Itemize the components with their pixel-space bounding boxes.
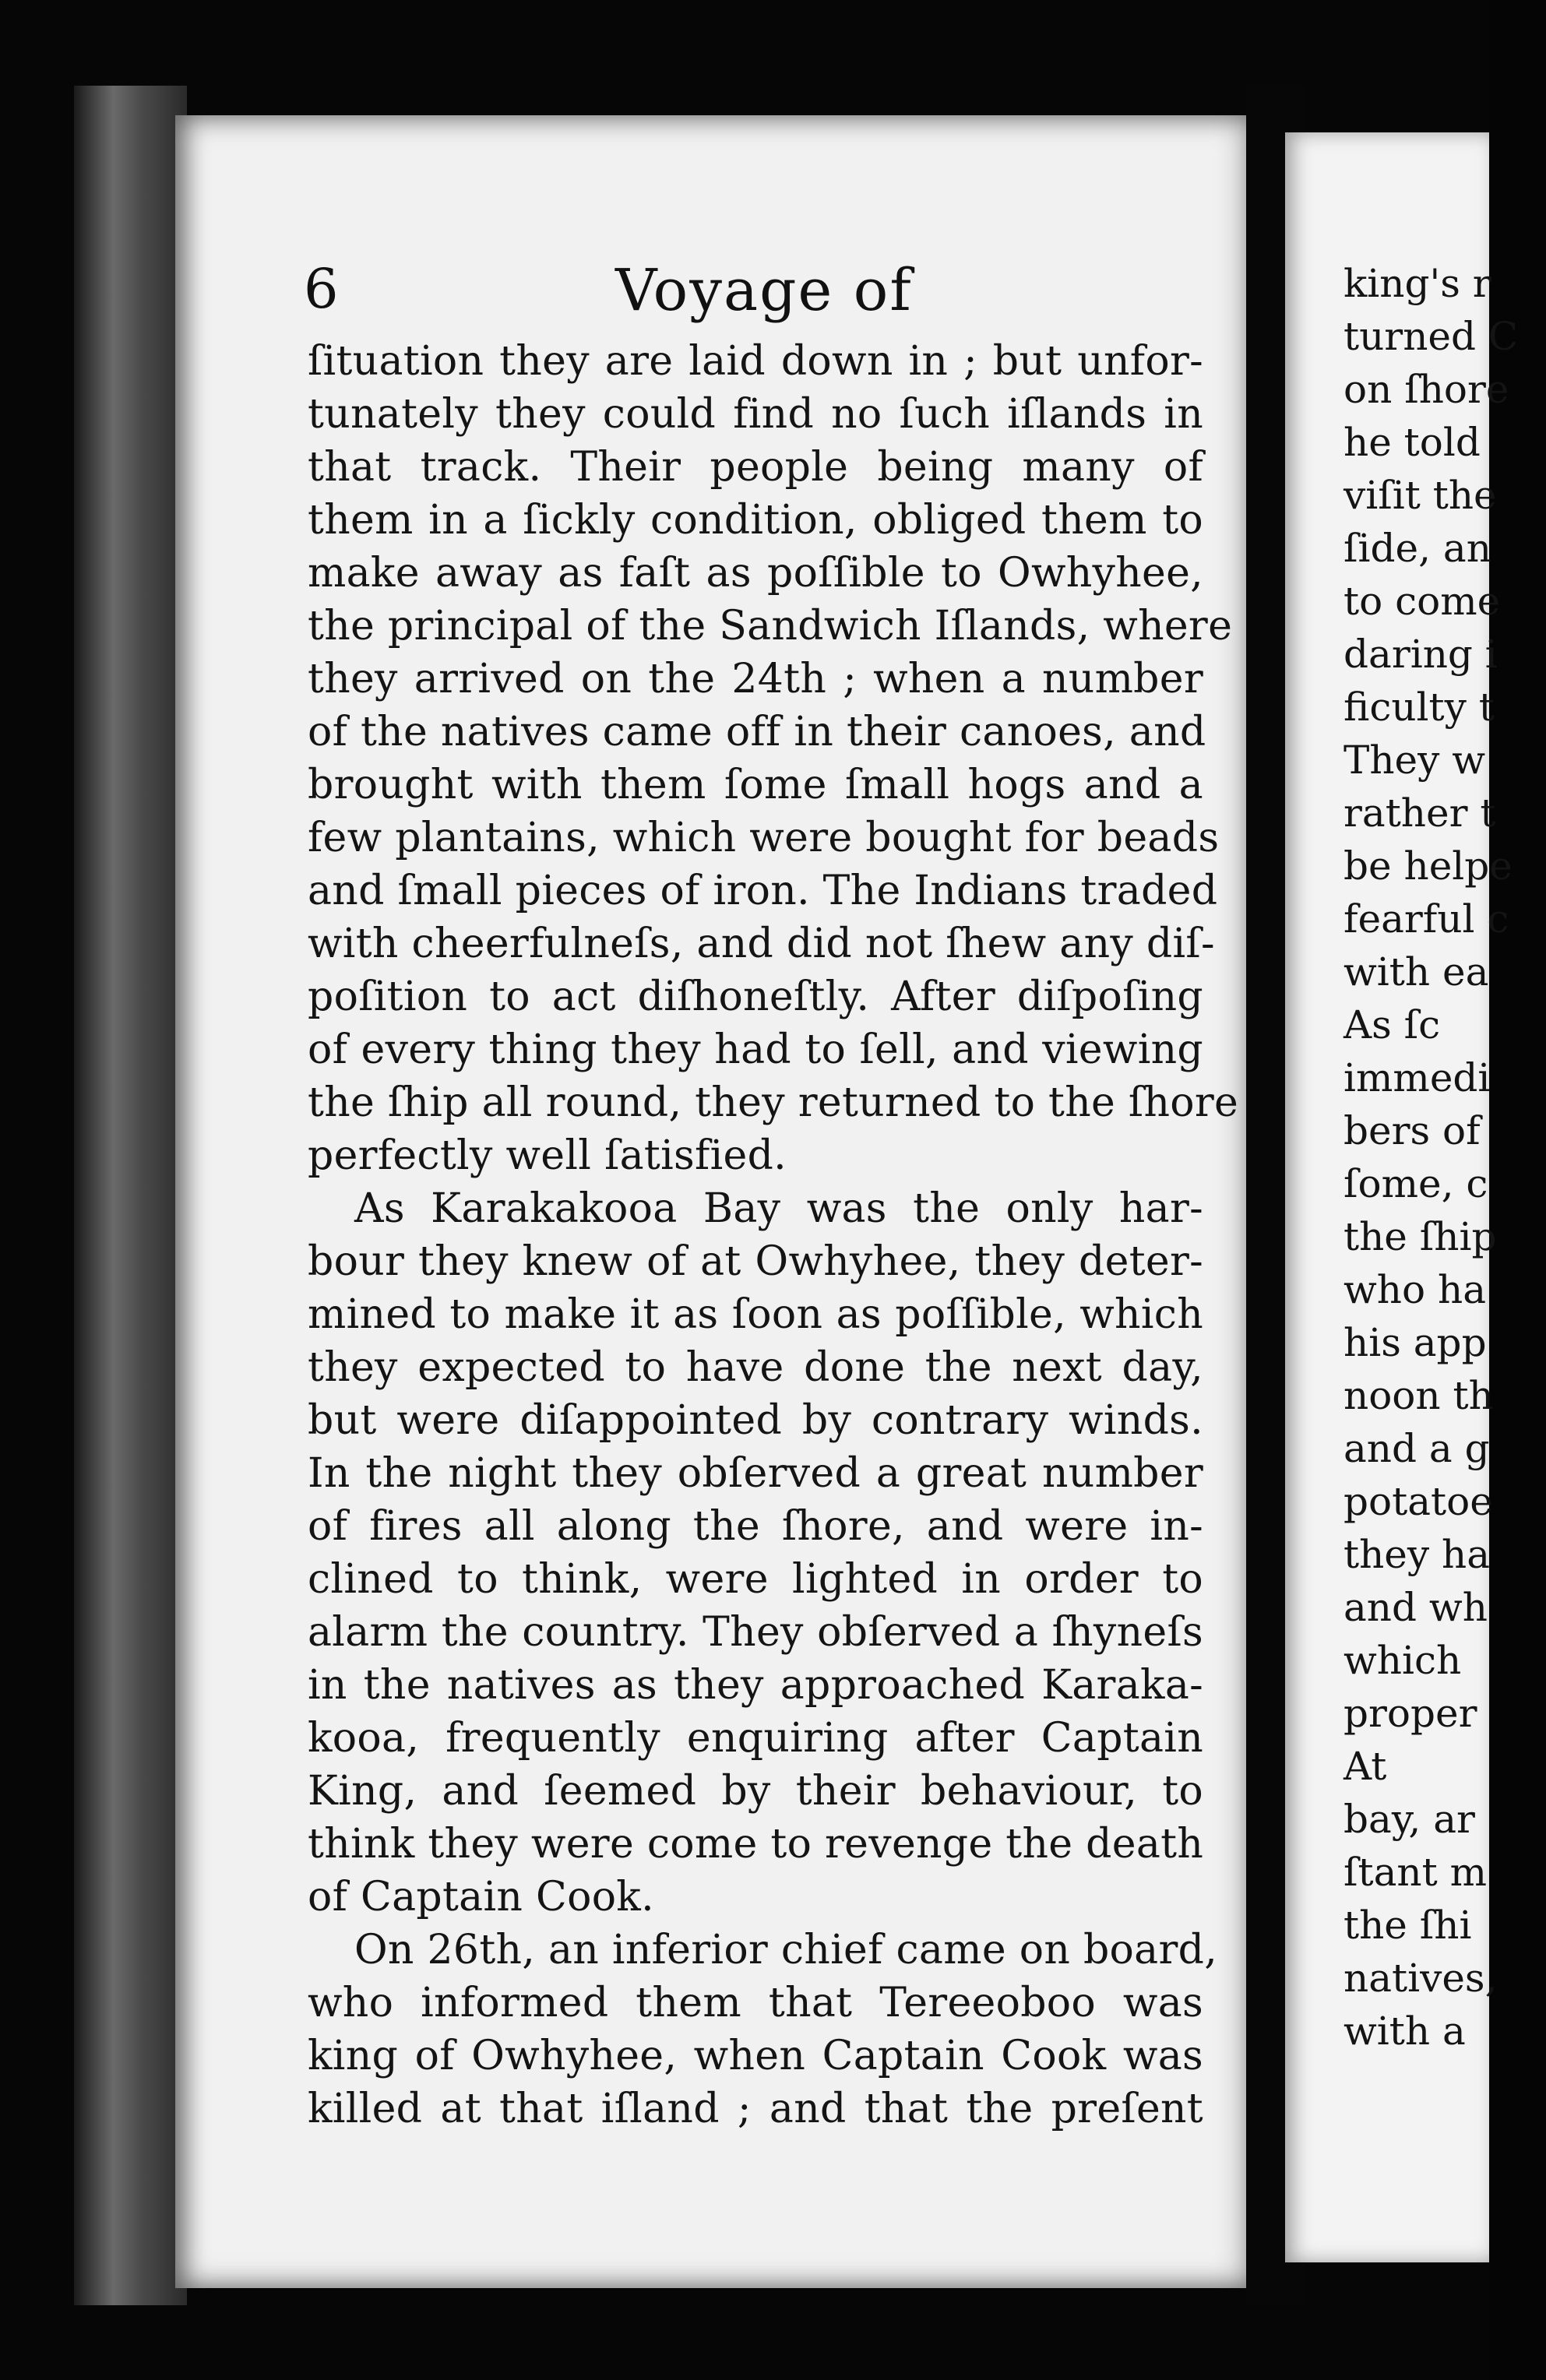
text-line: but were diſappointed by contrary winds. <box>308 1397 1203 1444</box>
text-line: They w <box>1344 738 1486 783</box>
text-line: As ſc <box>1344 1002 1441 1047</box>
text-line: ſide, an <box>1344 526 1491 571</box>
text-line: alarm the country. They obſerved a ſhyneſs <box>308 1609 1203 1656</box>
text-line: As Karakakooa Bay was the only har- <box>354 1185 1203 1232</box>
text-line: with cheerfulneſs, and did not ſhew any diſ- <box>308 921 1215 967</box>
text-line: poſition to act diſhoneſtly. After diſpoſing <box>308 973 1203 1020</box>
text-line: who informed them that Tereeoboo was <box>308 1980 1203 2026</box>
text-line: killed at that iſland ; and that the preſent <box>308 2086 1203 2132</box>
text-line: that track. Their people being many of <box>308 444 1203 491</box>
text-line: ſtant m <box>1344 1850 1488 1895</box>
running-head: Voyage of <box>615 257 913 324</box>
text-line: bay, ar <box>1344 1797 1475 1842</box>
text-line: daring i <box>1344 632 1498 677</box>
text-line: rather t <box>1344 790 1496 836</box>
text-line: think they were come to revenge the death <box>308 1821 1204 1868</box>
text-line: with a <box>1344 2009 1466 2054</box>
text-line: of Captain Cook. <box>308 1874 654 1921</box>
text-line: ſome, c <box>1344 1161 1488 1206</box>
text-line: In the night they obſerved a great number <box>308 1450 1203 1497</box>
text-line: immedi <box>1344 1055 1491 1100</box>
text-line: bers of <box>1344 1108 1481 1153</box>
text-line: of the natives came off in their canoes, and <box>308 709 1206 755</box>
text-line: of every thing they had to ſell, and viewing <box>308 1026 1203 1073</box>
text-line: king's r <box>1344 261 1491 306</box>
text-line: natives, <box>1344 1956 1498 2001</box>
text-line: of fires all along the ſhore, and were in- <box>308 1503 1203 1550</box>
text-line: and wh <box>1344 1585 1488 1630</box>
text-line: king of Owhyhee, when Captain Cook was <box>308 2033 1203 2079</box>
text-line: on ſhore <box>1344 367 1509 412</box>
text-line: with ea <box>1344 949 1489 995</box>
text-line: kooa, frequently enquiring after Captain <box>308 1715 1203 1762</box>
text-line: mined to make it as ſoon as poſſible, which <box>308 1291 1203 1338</box>
left-page-text <box>308 335 1239 2135</box>
page-header <box>304 234 1199 327</box>
text-line: he told <box>1344 420 1481 465</box>
text-line: make away as faſt as poſſible to Owhyhee, <box>308 550 1203 597</box>
text-line: the ſhip all round, they returned to the ſhore <box>308 1079 1239 1126</box>
text-line: the ſhi <box>1344 1903 1472 1948</box>
text-line: and ſmall pieces of iron. The Indians traded <box>308 868 1218 914</box>
text-line: the principal of the Sandwich Iſlands, where <box>308 603 1233 650</box>
text-line: to come <box>1344 579 1501 624</box>
text-line: bour they knew of at Owhyhee, they deter- <box>308 1238 1203 1285</box>
book-binding-edge <box>74 86 187 2305</box>
text-line: they expected to have done the next day, <box>308 1344 1203 1391</box>
text-line: King, and ſeemed by their behaviour, to <box>308 1768 1203 1815</box>
right-page-text <box>1344 257 1546 2058</box>
text-line: ficulty t <box>1344 685 1495 730</box>
text-line: clined to think, were lighted in order to <box>308 1556 1203 1603</box>
text-line: which <box>1344 1638 1462 1683</box>
text-line: his app <box>1344 1320 1487 1365</box>
text-line: viſit the <box>1344 473 1497 518</box>
text-line: fearful c <box>1344 896 1509 942</box>
text-line: few plantains, which were bought for beads <box>308 815 1220 861</box>
text-line: potatoe <box>1344 1479 1493 1524</box>
text-line: proper <box>1344 1691 1477 1736</box>
text-line: perfectly well ſatisfied. <box>308 1132 787 1179</box>
text-line: turned C <box>1344 314 1519 359</box>
text-line: At <box>1344 1744 1387 1789</box>
text-line: and a g <box>1344 1426 1490 1471</box>
text-line: noon th <box>1344 1373 1494 1418</box>
text-line: tunately they could find no ſuch iſlands in <box>308 391 1203 438</box>
text-line: ſituation they are laid down in ; but unfor- <box>308 338 1203 385</box>
text-line: them in a ſickly condition, obliged them to <box>308 497 1203 544</box>
text-line: be helpe <box>1344 843 1513 889</box>
text-line: in the natives as they approached Karaka- <box>308 1662 1203 1709</box>
text-line: the ſhip <box>1344 1214 1497 1259</box>
text-line: they arrived on the 24th ; when a number <box>308 656 1203 702</box>
page-number: 6 <box>304 257 339 321</box>
text-line: On 26th, an inferior chief came on board, <box>354 1927 1218 1973</box>
text-line: they ha <box>1344 1532 1491 1577</box>
text-line: who ha <box>1344 1267 1487 1312</box>
text-line: brought with them ſome ſmall hogs and a <box>308 762 1203 808</box>
